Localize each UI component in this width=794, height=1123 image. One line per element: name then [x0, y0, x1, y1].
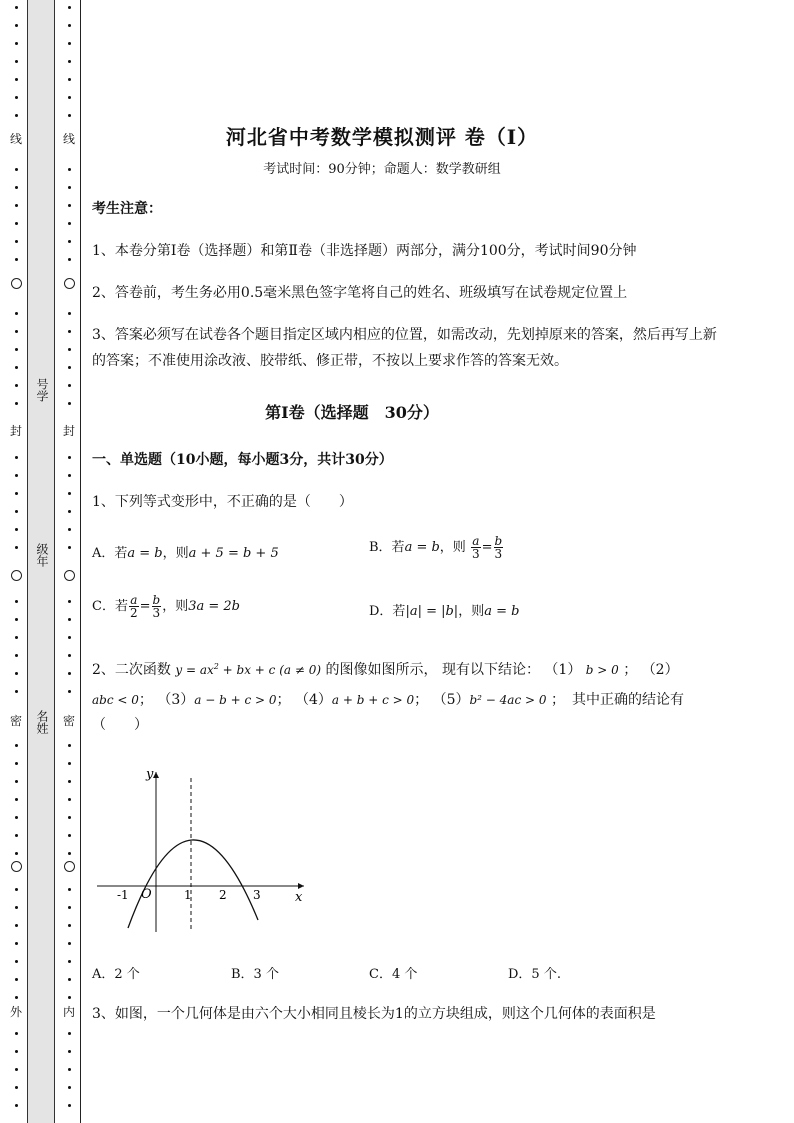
q1-c-frac-right — [152, 594, 162, 619]
seal-dot — [15, 618, 18, 621]
q1-option-c — [92, 594, 240, 619]
seal-dot — [15, 258, 18, 261]
seal-dot — [68, 96, 71, 99]
q2-desc: 的图像如图所示， — [325, 662, 438, 678]
q1-c-prefix: C．若 — [92, 599, 128, 614]
q2-c3: a − b + c > 0 — [194, 693, 277, 707]
seal-dot — [15, 906, 18, 909]
seal-dot — [15, 816, 18, 819]
seal-circle — [64, 278, 75, 289]
seal-dot — [15, 978, 18, 981]
q2-c5: b² − 4ac > 0 — [469, 693, 547, 707]
section-title: 第Ⅰ卷（选择题 30分） — [265, 403, 439, 422]
seal-dot — [68, 510, 71, 513]
q1-d-then: ，则 — [458, 604, 485, 619]
seal-dot — [68, 330, 71, 333]
seal-dot — [68, 1068, 71, 1071]
seal-dot — [68, 42, 71, 45]
seal-dot — [15, 600, 18, 603]
seal-dot — [68, 1032, 71, 1035]
seal-dot — [15, 924, 18, 927]
tick-label-1: 1 — [184, 888, 192, 902]
frac-denominator: 3 — [494, 547, 503, 561]
q2-c2-label: （2） — [641, 662, 679, 678]
seal-dot — [68, 762, 71, 765]
seal-dot — [15, 348, 18, 351]
seal-dot — [68, 168, 71, 171]
frac-denominator: 2 — [129, 606, 138, 620]
seal-dot — [15, 24, 18, 27]
seal-dot — [68, 348, 71, 351]
frac-denominator: 3 — [471, 547, 480, 561]
seal-dot — [15, 798, 18, 801]
seal-dot — [68, 690, 71, 693]
seal-dot — [15, 42, 18, 45]
seal-dot — [68, 312, 71, 315]
q2-question-tail: ； 其中正确的结论有 — [550, 692, 684, 708]
seal-dot — [15, 744, 18, 747]
seal-dot — [15, 636, 18, 639]
seal-dot — [15, 960, 18, 963]
seal-dot — [68, 834, 71, 837]
seal-dot — [68, 996, 71, 999]
q2-desc-tail: 现有以下结论： — [441, 662, 540, 678]
q2-option-c: C．4 个 — [369, 967, 418, 982]
seal-dot — [15, 1032, 18, 1035]
binding-line — [80, 0, 81, 1123]
tick-label-3: 3 — [253, 888, 261, 902]
seal-dot — [68, 258, 71, 261]
tick-label-2: 2 — [219, 888, 227, 902]
seal-dot — [68, 474, 71, 477]
q2-line-1 — [92, 655, 679, 682]
seal-dot — [15, 528, 18, 531]
seal-dot — [68, 24, 71, 27]
seal-dot — [68, 1104, 71, 1107]
seal-dot — [68, 942, 71, 945]
frac-numerator: b — [494, 534, 503, 548]
notice-item-3-cont: 的答案；不准使用涂改液、胶带纸、修正带，不按以上要求作答的答案无效。 — [92, 353, 568, 369]
seal-dot — [15, 474, 18, 477]
seal-dot — [15, 204, 18, 207]
frac-denominator: 3 — [152, 606, 161, 620]
exam-subtitle: 考试时间：90分钟；命题人：数学教研组 — [263, 162, 501, 177]
func-exponent: 2 — [213, 662, 219, 671]
notice-heading: 考生注意： — [92, 201, 162, 217]
origin-label: O — [141, 887, 152, 902]
q3-stem: 3、如图，一个几何体是由六个大小相同且棱长为1的立方块组成，则这个几何体的表面积是 — [92, 1006, 656, 1022]
q1-a-result: a + 5 = b + 5 — [188, 546, 279, 561]
q1-c-result: 3a = 2b — [188, 599, 240, 614]
q1-d-cond: |a| = |b| — [405, 604, 459, 619]
seal-dot — [15, 888, 18, 891]
field-label-class: 级年 — [35, 543, 49, 567]
q1-b-then: ，则 — [439, 540, 466, 555]
field-label-number: 号学 — [35, 378, 49, 402]
binding-margin — [0, 0, 82, 1123]
q2-c3-label: （3） — [157, 692, 195, 708]
seal-dot — [15, 546, 18, 549]
q1-d-result: a = b — [484, 604, 520, 619]
q1-a-then: ，则 — [162, 546, 189, 561]
seal-dot — [68, 402, 71, 405]
outer-mark-xian: 线 — [9, 132, 22, 146]
seal-dot — [15, 222, 18, 225]
seal-dot — [15, 492, 18, 495]
q1-b-prefix: B．若 — [369, 540, 405, 555]
seal-dot — [68, 906, 71, 909]
seal-dot — [68, 600, 71, 603]
frac-numerator: a — [472, 534, 480, 548]
seal-dot — [68, 618, 71, 621]
q2-c1-label: （1） — [544, 662, 582, 678]
tick-label-neg1: -1 — [117, 888, 129, 902]
seal-dot — [15, 186, 18, 189]
seal-dot — [68, 798, 71, 801]
equals-sign: = — [481, 540, 493, 555]
q2-sep: ； — [623, 662, 638, 678]
inner-mark-nei: 内 — [62, 1005, 75, 1019]
frac-numerator: b — [152, 593, 161, 607]
q1-option-b — [369, 535, 504, 560]
notice-item-3: 3、答案必须写在试卷各个题目指定区域内相应的位置，如需改动，先划掉原来的答案，然后再写上新 — [92, 327, 717, 343]
seal-dot — [15, 384, 18, 387]
q1-b-frac-left — [471, 535, 481, 560]
q2-prefix: 2、二次函数 — [92, 662, 171, 678]
seal-circle — [11, 570, 22, 581]
seal-dot — [15, 96, 18, 99]
seal-dot — [15, 780, 18, 783]
seal-dot — [15, 240, 18, 243]
q1-b-frac-right — [494, 535, 504, 560]
seal-dot — [15, 114, 18, 117]
q2-c4: a + b + c > 0 — [331, 693, 415, 707]
seal-dot — [15, 1050, 18, 1053]
q2-c1: b > 0 — [585, 663, 619, 677]
q2-sep: ； — [138, 692, 153, 708]
seal-dot — [15, 654, 18, 657]
seal-dot — [15, 1104, 18, 1107]
seal-dot — [15, 456, 18, 459]
y-label: y — [146, 767, 154, 782]
seal-dot — [68, 6, 71, 9]
seal-circle — [64, 861, 75, 872]
seal-dot — [15, 1068, 18, 1071]
q1-c-then: ，则 — [162, 599, 189, 614]
q2-function — [175, 663, 321, 677]
q1-d-prefix: D．若 — [369, 604, 406, 619]
seal-dot — [15, 60, 18, 63]
q1-b-cond: a = b — [404, 540, 440, 555]
seal-dot — [15, 6, 18, 9]
seal-dot — [15, 366, 18, 369]
q2-sep: ； — [414, 692, 429, 708]
seal-dot — [15, 942, 18, 945]
q1-c-frac-left — [129, 594, 139, 619]
func-part: y = ax — [175, 663, 214, 677]
q2-option-b: B．3 个 — [231, 967, 279, 982]
q1-a-prefix: A．若 — [92, 546, 128, 561]
seal-dot — [68, 114, 71, 117]
seal-dot — [15, 1086, 18, 1089]
q2-paren: （ ） — [92, 717, 148, 733]
seal-dot — [68, 456, 71, 459]
seal-dot — [68, 492, 71, 495]
seal-dot — [15, 78, 18, 81]
seal-dot — [68, 60, 71, 63]
q2-line-2 — [92, 688, 684, 712]
q2-option-d: D．5 个. — [508, 967, 561, 982]
seal-dot — [68, 204, 71, 207]
seal-dot — [68, 852, 71, 855]
seal-dot — [68, 816, 71, 819]
seal-dot — [68, 672, 71, 675]
q2-sep: ； — [276, 692, 291, 708]
x-label: x — [295, 890, 303, 905]
seal-dot — [68, 636, 71, 639]
seal-dot — [68, 78, 71, 81]
field-label-name: 名姓 — [35, 710, 49, 734]
outer-mark-mi: 密 — [9, 714, 22, 728]
seal-dot — [68, 366, 71, 369]
q2-c5-label: （5） — [432, 692, 470, 708]
seal-dot — [15, 312, 18, 315]
seal-dot — [15, 852, 18, 855]
seal-dot — [68, 780, 71, 783]
notice-item-1: 1、本卷分第Ⅰ卷（选择题）和第Ⅱ卷（非选择题）两部分，满分100分，考试时间90分钟 — [92, 243, 637, 259]
seal-dot — [15, 510, 18, 513]
seal-dot — [15, 762, 18, 765]
parabola-curve — [128, 840, 258, 928]
seal-dot — [15, 834, 18, 837]
notice-item-2: 2、答卷前，考生务必用0.5毫米黑色签字笔将自己的姓名、班级填写在试卷规定位置上 — [92, 285, 628, 301]
seal-dot — [68, 924, 71, 927]
seal-dot — [15, 672, 18, 675]
seal-dot — [15, 690, 18, 693]
seal-circle — [11, 861, 22, 872]
seal-dot — [68, 744, 71, 747]
seal-dot — [68, 528, 71, 531]
parabola-graph — [92, 760, 322, 940]
frac-numerator: a — [130, 593, 138, 607]
seal-dot — [15, 996, 18, 999]
seal-dot — [68, 384, 71, 387]
seal-dot — [68, 1050, 71, 1053]
func-part: + bx + c (a ≠ 0) — [218, 663, 322, 677]
part-heading: 一、单选题（10小题，每小题3分，共计30分） — [92, 452, 393, 468]
outer-mark-feng: 封 — [9, 424, 22, 438]
q1-a-cond: a = b — [127, 546, 163, 561]
q2-c4-label: （4） — [294, 692, 332, 708]
seal-dot — [68, 960, 71, 963]
seal-dot — [68, 1086, 71, 1089]
seal-circle — [64, 570, 75, 581]
equals-sign: = — [139, 599, 151, 614]
seal-dot — [68, 654, 71, 657]
inner-mark-xian: 线 — [62, 132, 75, 146]
seal-dot — [68, 546, 71, 549]
q1-stem: 1、下列等式变形中，不正确的是（ ） — [92, 494, 353, 510]
seal-dot — [15, 330, 18, 333]
seal-dot — [15, 168, 18, 171]
outer-mark-wai: 外 — [9, 1005, 22, 1019]
seal-dot — [68, 888, 71, 891]
seal-dot — [68, 222, 71, 225]
seal-circle — [11, 278, 22, 289]
seal-dot — [68, 240, 71, 243]
seal-dot — [15, 402, 18, 405]
seal-dot — [68, 978, 71, 981]
seal-dot — [68, 186, 71, 189]
inner-mark-mi: 密 — [62, 714, 75, 728]
inner-mark-feng: 封 — [62, 424, 75, 438]
q1-option-a — [92, 542, 279, 561]
q1-option-d — [369, 600, 519, 619]
q2-option-a: A．2 个 — [92, 967, 140, 982]
q2-c2: abc < 0 — [92, 693, 139, 707]
exam-title: 河北省中考数学模拟测评 卷（Ⅰ） — [225, 125, 539, 149]
